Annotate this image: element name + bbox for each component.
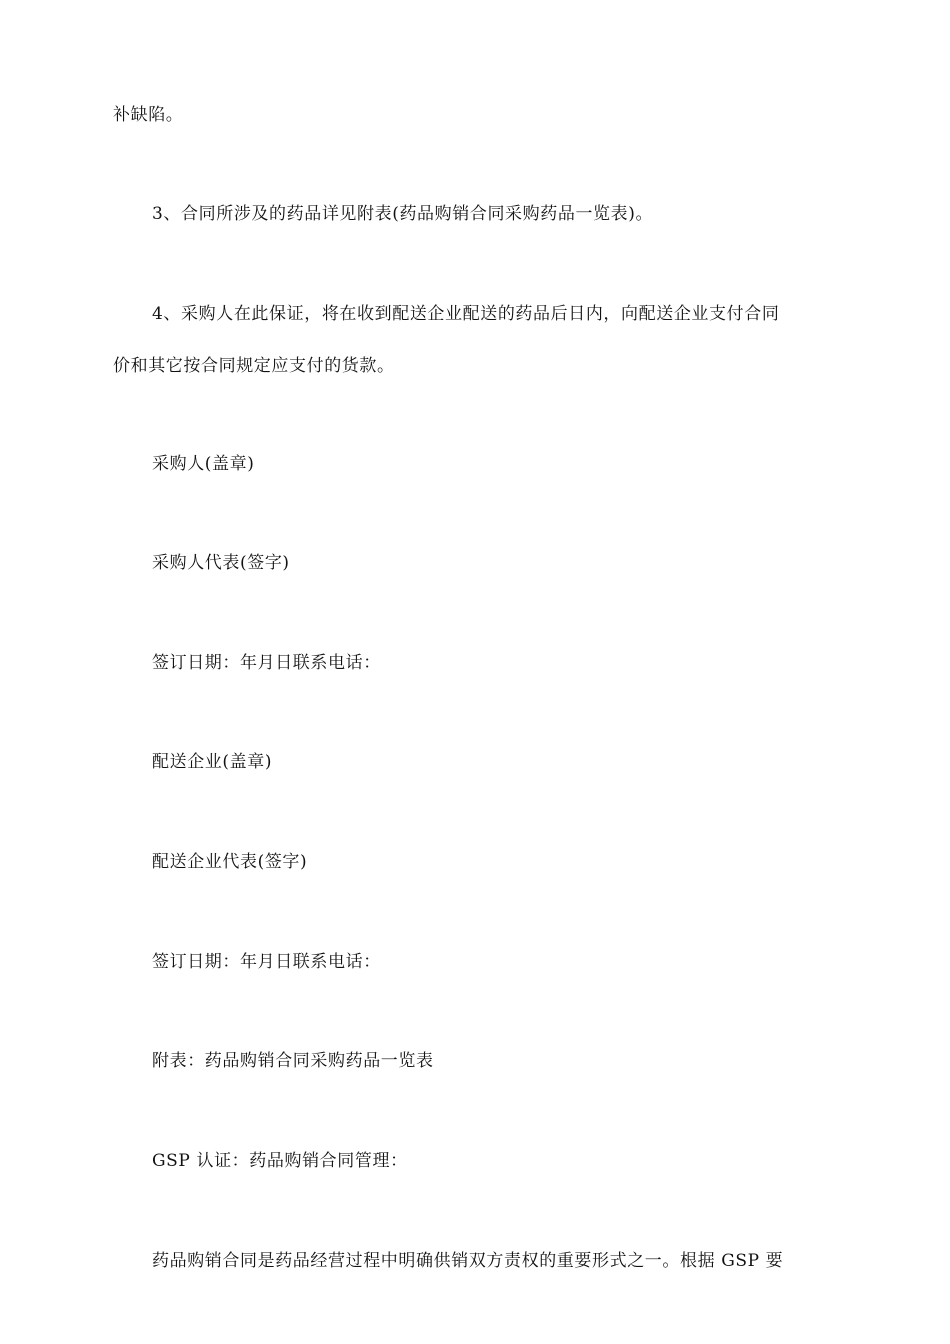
text-line-purchaser-rep: 采购人代表(签字)	[152, 553, 290, 573]
text-line-purchaser-date: 签订日期：年月日联系电话：	[152, 653, 381, 673]
text-line-clause-3: 3、合同所涉及的药品详见附表(药品购销合同采购药品一览表)。	[152, 204, 654, 224]
text-line-supplier-date: 签订日期：年月日联系电话：	[152, 952, 381, 972]
text-line-clause-4: 4、采购人在此保证，将在收到配送企业配送的药品后日内，向配送企业支付合同	[152, 304, 780, 324]
text-line-gsp-heading: GSP 认证：药品购销合同管理：	[152, 1151, 408, 1171]
text-line-defect-fix: 补缺陷。	[113, 105, 184, 125]
text-line-supplier-seal: 配送企业(盖章)	[152, 752, 273, 772]
text-line-supplier-rep: 配送企业代表(签字)	[152, 852, 308, 872]
text-line-purchaser-seal: 采购人(盖章)	[152, 454, 255, 474]
text-line-attachment: 附表：药品购销合同采购药品一览表	[152, 1051, 434, 1071]
text-line-gsp-paragraph: 药品购销合同是药品经营过程中明确供销双方责权的重要形式之一。根据 GSP 要	[152, 1251, 784, 1271]
text-line-clause-4-cont: 价和其它按合同规定应支付的货款。	[113, 356, 395, 376]
